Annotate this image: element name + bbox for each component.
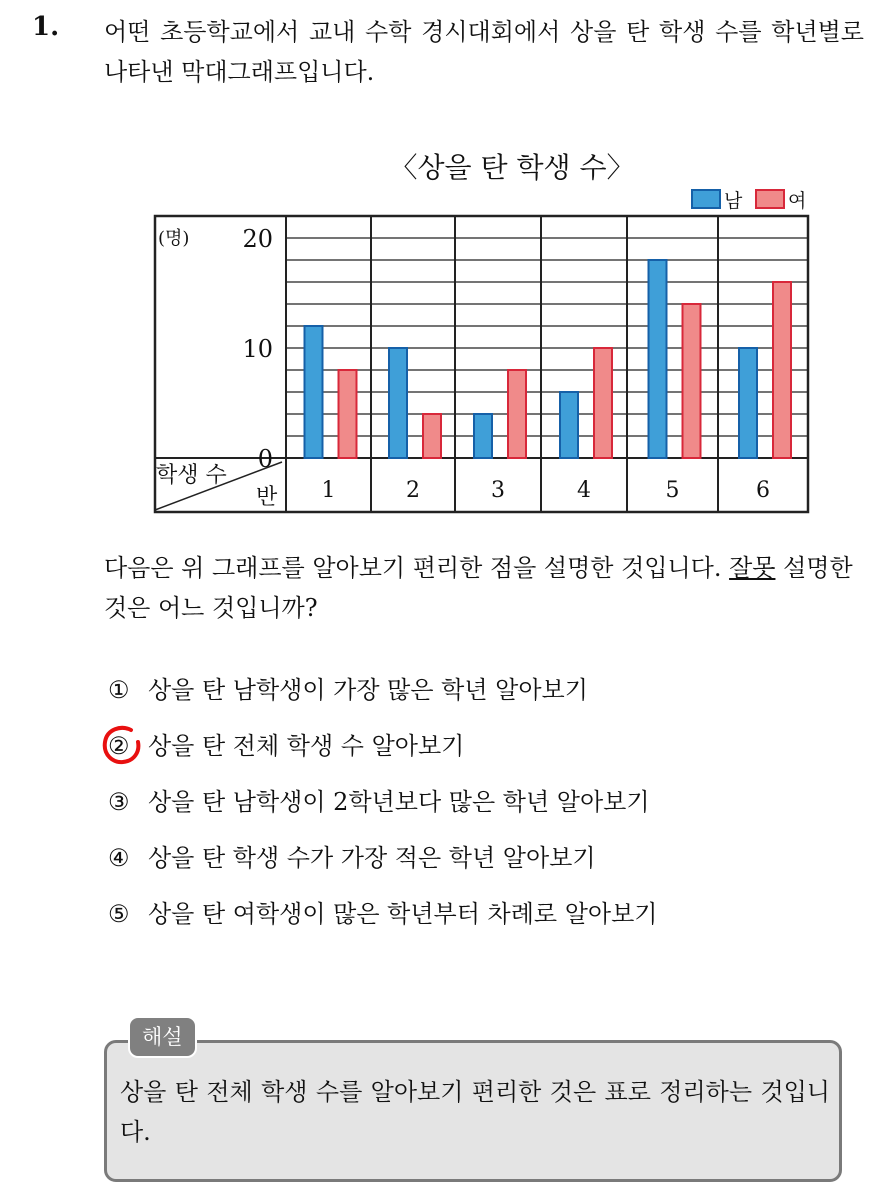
option-text: 상을 탄 여학생이 많은 학년부터 차례로 알아보기 [148, 900, 658, 928]
option-5[interactable] [108, 898, 657, 930]
bar-female-class-1 [339, 370, 357, 458]
option-number: ① [108, 676, 130, 704]
chart-title: 〈상을 탄 학생 수〉 [389, 151, 635, 184]
bar-male-class-3 [474, 414, 492, 458]
bar-male-class-5 [649, 260, 667, 458]
explanation-text: 상을 탄 전체 학생 수를 알아보기 편리한 것은 표로 정리하는 것입니다. [120, 1078, 830, 1146]
prompt-before: 다음은 위 그래프를 알아보기 편리한 점을 설명한 것입니다. [104, 554, 730, 582]
answer-circle-mark [101, 724, 143, 766]
question-number: 1. [32, 12, 60, 42]
legend-label-female: 여 [788, 190, 807, 212]
option-number: ② [108, 732, 130, 760]
bar-male-class-4 [560, 392, 578, 458]
y-axis-label: 학생 수 [156, 463, 227, 488]
x-tick-label: 3 [491, 478, 505, 503]
bar-female-class-3 [508, 370, 526, 458]
chart-grid [155, 216, 808, 512]
bar-female-class-4 [594, 348, 612, 458]
prompt-underlined: 잘못 [729, 554, 776, 582]
explanation-label: 해설 [128, 1016, 197, 1058]
option-2[interactable] [108, 730, 464, 762]
option-number: ④ [108, 844, 130, 872]
bar-female-class-5 [683, 304, 701, 458]
x-tick-label: 5 [665, 478, 680, 503]
option-number: ③ [108, 788, 130, 816]
option-text: 상을 탄 학생 수가 가장 적은 학년 알아보기 [148, 844, 596, 872]
x-tick-label: 4 [577, 478, 591, 503]
question-text: 어떤 초등학교에서 교내 수학 경시대회에서 상을 탄 학생 수를 학년별로 나타낸 막대그래프입니다. [104, 18, 864, 86]
option-1[interactable] [108, 674, 588, 706]
legend-swatch-male [692, 190, 720, 208]
prompt-after: 설명한 것은 어느 것입니까? [104, 554, 853, 622]
x-axis-label: 반 [256, 485, 278, 510]
x-tick-label: 1 [321, 478, 336, 503]
bar-male-class-1 [305, 326, 323, 458]
bar-female-class-2 [423, 414, 441, 458]
bar-male-class-6 [739, 348, 757, 458]
bar-female-class-6 [773, 282, 791, 458]
y-tick-label: 0 [257, 445, 273, 473]
option-3[interactable] [108, 786, 650, 818]
option-text: 상을 탄 남학생이 2학년보다 많은 학년 알아보기 [148, 788, 650, 816]
option-text: 상을 탄 남학생이 가장 많은 학년 알아보기 [148, 676, 588, 704]
y-tick-label: 20 [242, 225, 273, 253]
option-number: ⑤ [108, 900, 130, 928]
option-4[interactable] [108, 842, 596, 874]
y-tick-label: 10 [242, 335, 273, 363]
y-unit-label: (명) [158, 228, 190, 249]
x-tick-label: 6 [756, 478, 770, 503]
x-tick-label: 2 [406, 478, 420, 503]
bar-chart [0, 0, 884, 530]
bar-male-class-2 [389, 348, 407, 458]
legend-label-male: 남 [724, 190, 743, 212]
legend-swatch-female [756, 190, 784, 208]
prompt-text [104, 548, 864, 628]
option-text: 상을 탄 전체 학생 수 알아보기 [148, 732, 465, 760]
